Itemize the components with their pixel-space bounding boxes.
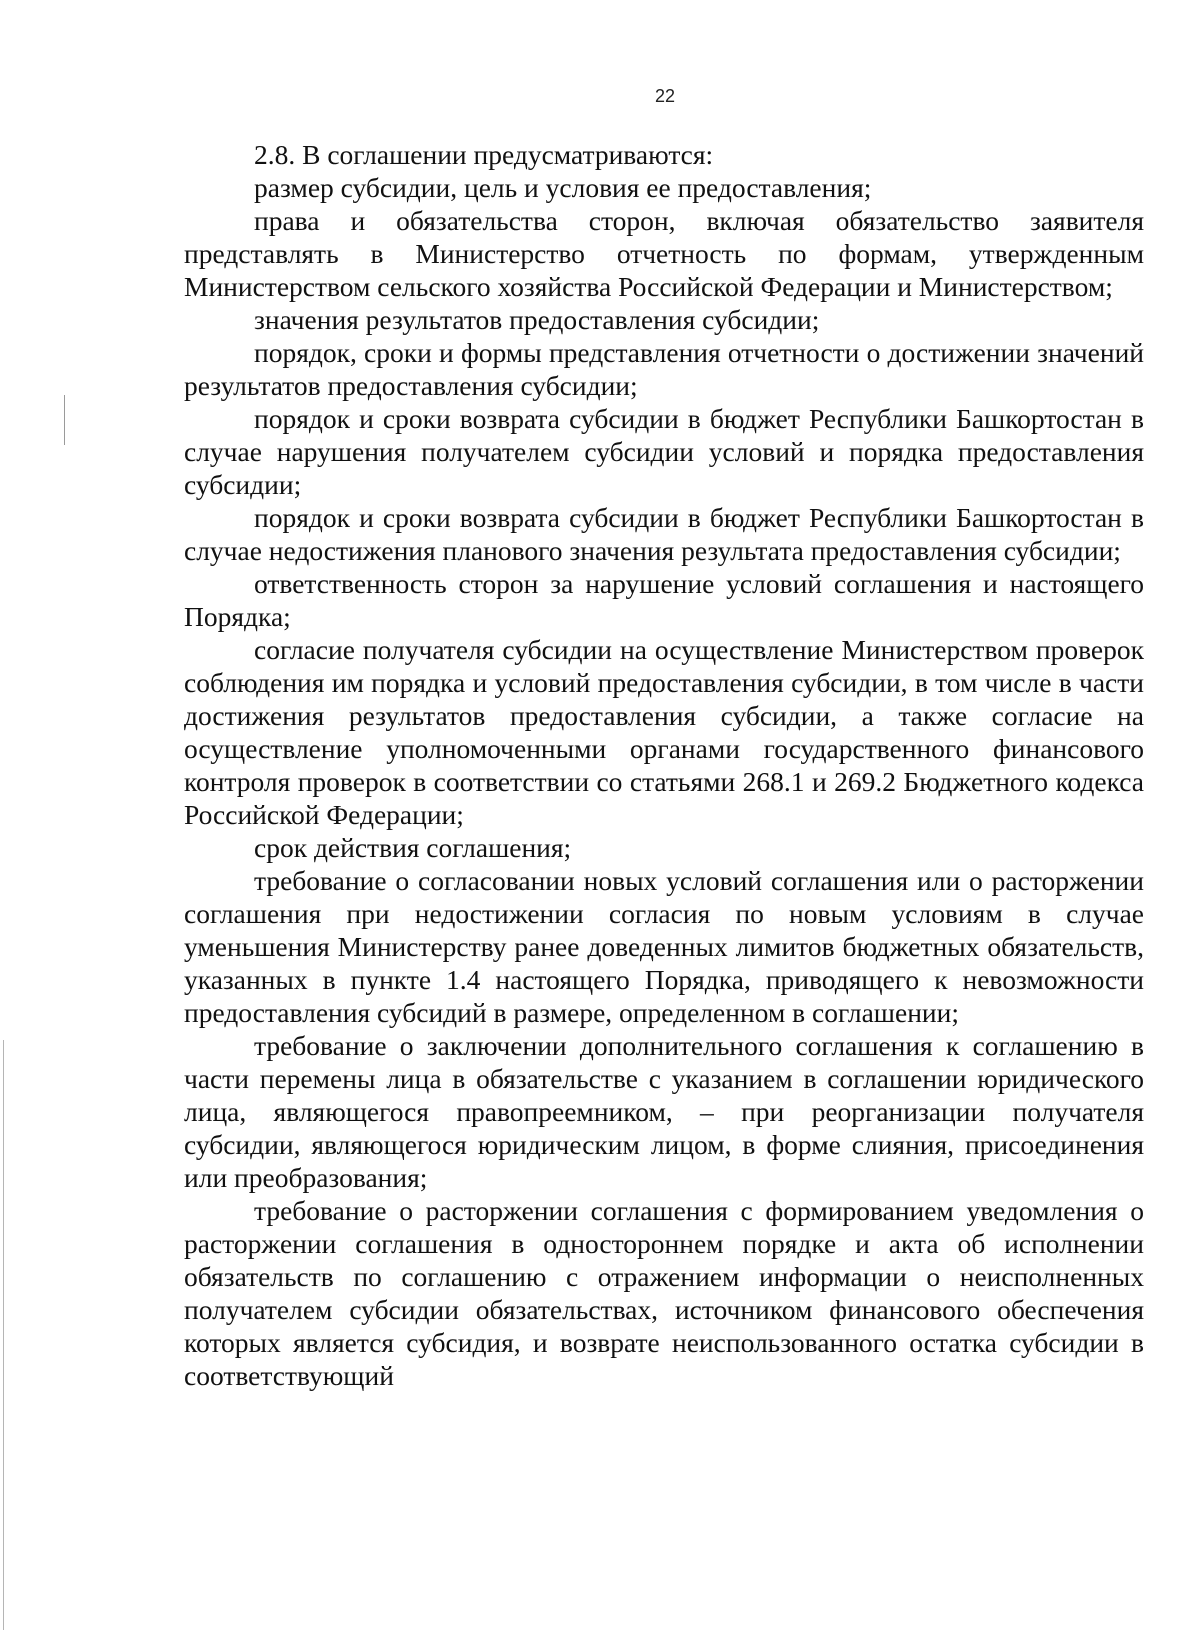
paragraph: 2.8. В соглашении предусматриваются: [254, 139, 714, 170]
paragraph: права и обязательства сторон, включая обязательство заявителя представлять в Министерство отчетность по формам, утвержденным Министерством сельского хозяйства Российской Федерации и Министерством; [184, 205, 1144, 302]
document-body [184, 138, 1144, 1392]
paragraph: порядок, сроки и формы представления отчетности о достижении значений результатов предоставления субсидии; [184, 337, 1144, 401]
scan-edge-mark [64, 395, 65, 445]
page-number: 22 [654, 86, 676, 106]
paragraph: согласие получателя субсидии на осуществление Министерством проверок соблюдения им порядка и условий предоставления субсидии, в том числе в части достижения результатов предоставления субсидии, а также согласие на осуществление уполномоченными органами государственного финансового контроля проверок в соответствии со статьями 268.1 и 269.2 Бюджетного кодекса Российской Федерации; [184, 634, 1144, 830]
paragraph: требование о заключении дополнительного соглашения к соглашению в части перемены лица в обязательстве с указанием в соглашении юридического лица, являющегося правопреемником, – при реорганизации получателя субсидии, являющегося юридическим лицом, в форме слияния, присоединения или преобразования; [184, 1030, 1144, 1193]
paragraph: срок действия соглашения; [254, 832, 572, 863]
paragraph: требование о расторжении соглашения с формированием уведомления о расторжении соглашения в одностороннем порядке и акта об исполнении обязательств по соглашению с отражением информации о неисполненных получателем субсидии обязательствах, источником финансового обеспечения которых является субсидия, и возврате неиспользованного остатка субсидии в соответствующий [184, 1195, 1144, 1391]
paragraph: требование о согласовании новых условий соглашения или о расторжении соглашения при недостижении согласия по новым условиям в случае уменьшения Министерству ранее доведенных лимитов бюджетных обязательств, указанных в пункте 1.4 настоящего Порядка, приводящего к невозможности предоставления субсидий в размере, определенном в соглашении; [184, 865, 1144, 1028]
paragraph: ответственность сторон за нарушение условий соглашения и настоящего Порядка; [184, 568, 1144, 632]
paragraph: значения результатов предоставления субсидии; [254, 304, 820, 335]
scan-edge-mark [3, 1040, 4, 1630]
paragraph: размер субсидии, цель и условия ее предоставления; [254, 172, 872, 203]
paragraph: порядок и сроки возврата субсидии в бюджет Республики Башкортостан в случае нарушения получателем субсидии условий и порядка предоставления субсидии; [184, 403, 1144, 500]
paragraph: порядок и сроки возврата субсидии в бюджет Республики Башкортостан в случае недостижения планового значения результата предоставления субсидии; [184, 502, 1144, 566]
